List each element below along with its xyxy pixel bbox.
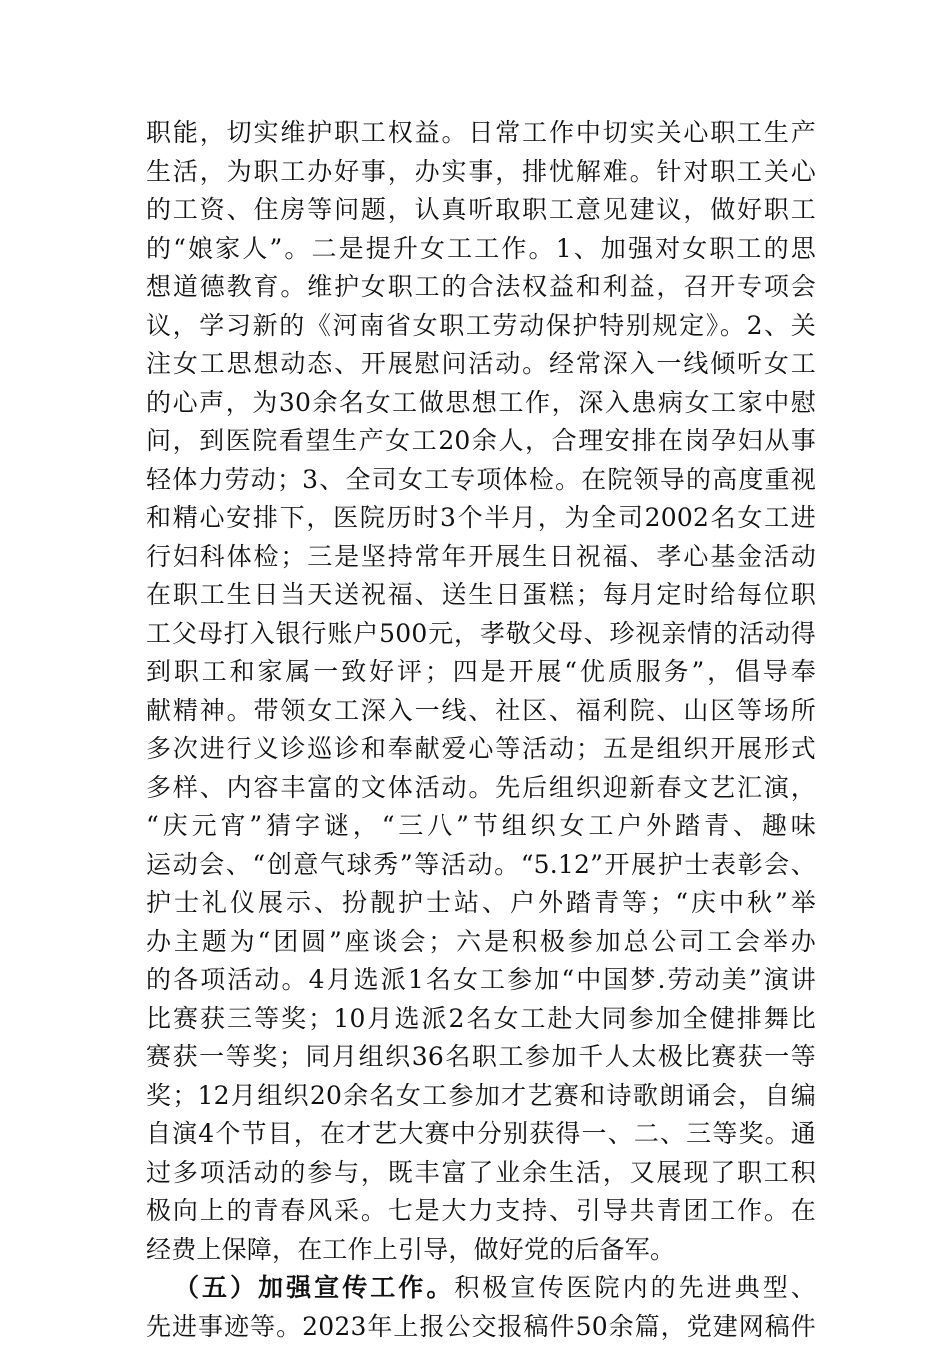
text-line-29: 极向上的青春风采。七是大力支持、引导共青团工作。在 <box>146 1192 816 1231</box>
text-line-16: 献精神。带领女工深入一线、社区、福利院、山区等场所 <box>146 692 816 731</box>
text-line-28: 过多项活动的参与，既丰富了业余生活，又展现了职工积 <box>146 1154 816 1193</box>
text-line-5: 想道德教育。维护女职工的合法权益和利益，召开专项会 <box>146 268 816 307</box>
text-line-24: 比赛获三等奖；10月选派2名女工赴大同参加全健排舞比 <box>146 1000 816 1039</box>
text-line-6: 议，学习新的《河南省女职工劳动保护特别规定》。2、关 <box>146 307 816 346</box>
text-line-13: 在职工生日当天送祝福、送生日蛋糕；每月定时给每位职 <box>146 576 816 615</box>
text-line-23: 的各项活动。4月选派1名女工参加“中国梦.劳动美”演讲 <box>146 961 816 1000</box>
text-line-1: 职能，切实维护职工权益。日常工作中切实关心职工生产 <box>146 114 816 153</box>
text-line-11: 和精心安排下，医院历时3个半月，为全司2002名女工进 <box>146 499 816 538</box>
text-line-15: 到职工和家属一致好评；四是开展“优质服务”，倡导奉 <box>146 653 816 692</box>
document-body <box>146 114 816 1346</box>
text-line-12: 行妇科体检；三是坚持常年开展生日祝福、孝心基金活动 <box>146 538 816 577</box>
text-line-30: 经费上保障，在工作上引导，做好党的后备军。 <box>146 1231 816 1270</box>
text-line-9: 问，到医院看望生产女工20余人，合理安排在岗孕妇从事 <box>146 422 816 461</box>
text-line-8: 的心声，为30余名女工做思想工作，深入患病女工家中慰 <box>146 384 816 423</box>
text-line-10: 轻体力劳动；3、全司女工专项体检。在院领导的高度重视 <box>146 461 816 500</box>
text-line-14: 工父母打入银行账户500元，孝敬父母、珍视亲情的活动得 <box>146 615 816 654</box>
section-5-first-line <box>146 1269 816 1308</box>
text-line-20: 运动会、“创意气球秀”等活动。“5.12”开展护士表彰会、 <box>146 846 816 885</box>
text-line-19: “庆元宵”猜字谜，“三八”节组织女工户外踏青、趣味 <box>146 807 816 846</box>
text-line-3: 的工资、住房等问题，认真听取职工意见建议，做好职工 <box>146 191 816 230</box>
section-5-text: 积极宣传医院内的先进典型、 <box>454 1273 816 1302</box>
text-line-4: 的“娘家人”。二是提升女工工作。1、加强对女职工的思 <box>146 230 816 269</box>
section-5-second-line: 先进事迹等。2023年上报公交报稿件50余篇，党建网稿件 <box>146 1308 816 1346</box>
text-line-2: 生活，为职工办好事，办实事，排忧解难。针对职工关心 <box>146 153 816 192</box>
text-line-22: 办主题为“团圆”座谈会；六是积极参加总公司工会举办 <box>146 923 816 962</box>
section-5-heading: （五）加强宣传工作。 <box>174 1273 454 1302</box>
text-line-7: 注女工思想动态、开展慰问活动。经常深入一线倾听女工 <box>146 345 816 384</box>
text-line-25: 赛获一等奖；同月组织36名职工参加千人太极比赛获一等 <box>146 1038 816 1077</box>
text-line-18: 多样、内容丰富的文体活动。先后组织迎新春文艺汇演， <box>146 769 816 808</box>
text-line-17: 多次进行义诊巡诊和奉献爱心等活动；五是组织开展形式 <box>146 730 816 769</box>
text-line-27: 自演4个节目，在才艺大赛中分别获得一、二、三等奖。通 <box>146 1115 816 1154</box>
text-line-21: 护士礼仪展示、扮靓护士站、户外踏青等；“庆中秋”举 <box>146 884 816 923</box>
text-line-26: 奖；12月组织20余名女工参加才艺赛和诗歌朗诵会，自编 <box>146 1077 816 1116</box>
